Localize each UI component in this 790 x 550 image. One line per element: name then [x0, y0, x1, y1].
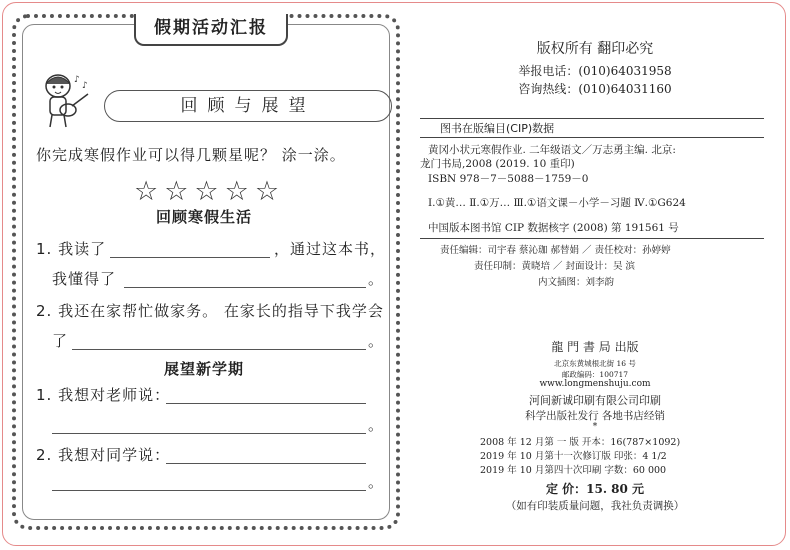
teacher-blank-1[interactable]: [166, 403, 366, 404]
cip-header-rule: [420, 137, 764, 138]
cip-number: 中国版本图书馆 CIP 数据核字 (2008) 第 191561 号: [428, 222, 679, 234]
cip-isbn: ISBN 978－7－5088－1759－0: [428, 173, 589, 185]
review-and-outlook-banner: 回顾与展望: [104, 90, 392, 122]
rating-stars[interactable]: ☆☆☆☆☆: [134, 176, 286, 207]
cip-bottom-rule: [420, 238, 764, 239]
learned-blank[interactable]: [124, 287, 366, 288]
activity-report-page: [12, 14, 400, 530]
item1-middle: ，通过这本书，: [274, 240, 387, 258]
page-title: 假期活动汇报: [134, 14, 288, 46]
outlook-section-heading: 展望新学期: [163, 360, 244, 378]
teacher-prompt: 1. 我想对老师说：: [36, 386, 171, 404]
mascot-with-guitar-icon: [36, 70, 92, 130]
review-section-heading: 回顾寒假生活: [155, 208, 252, 226]
publisher-address: 北京东黄城根北街 16 号: [554, 359, 636, 368]
consult-phone: 咨询热线：(010)64031160: [518, 82, 672, 96]
item2-line1: 2. 我还在家帮忙做家务。 在家长的指导下我学会: [36, 302, 384, 320]
cip-line-1: 黄冈小状元寒假作业. 二年级语文／万志勇主编. 北京:: [428, 144, 676, 156]
classmate-blank-2[interactable]: [52, 490, 366, 491]
price: 定 价：15. 80 元: [545, 482, 645, 496]
copyright-notice: 版权所有 翻印必究: [536, 41, 654, 57]
edition-line-2: 2019 年 10 月第十一次修订版 印张：4 1/2: [480, 451, 667, 462]
cip-top-rule: [420, 118, 764, 119]
teacher-blank-2[interactable]: [52, 433, 366, 434]
period-4: 。: [368, 473, 385, 491]
printer: 河间新诚印刷有限公司印刷: [529, 394, 661, 407]
editors-line-1: 责任编辑：司宇春 蔡沁珈 郝替娟 ／ 责任校对：孙婷婷: [440, 245, 671, 256]
item1-prefix: 1. 我读了: [36, 240, 107, 258]
item1-line2: 我懂得了: [52, 270, 117, 288]
book-title-blank[interactable]: [110, 257, 270, 258]
star-question: 你完成寒假作业可以得几颗星呢？ 涂一涂。: [36, 146, 346, 164]
copyright-page: [410, 10, 780, 540]
report-phone: 举报电话：(010)64031958: [518, 64, 672, 78]
cip-header: 图书在版编目(CIP)数据: [440, 122, 555, 135]
housework-blank[interactable]: [72, 349, 366, 350]
cip-classification: Ⅰ.①黄… Ⅱ.①万… Ⅲ.①语文课－小学－习题 Ⅳ.①G624: [428, 197, 686, 209]
edition-line-1: 2008 年 12 月第 一 版 开本：16(787×1092): [480, 437, 681, 448]
svg-text:♪: ♪: [74, 75, 80, 85]
editors-line-3: 内文插图：刘李韵: [538, 277, 615, 288]
item2-line2: 了: [52, 332, 69, 350]
distribution: 科学出版社发行 各地书店经销: [525, 410, 665, 422]
asterisk: *: [592, 422, 598, 432]
period-2: 。: [368, 332, 385, 350]
cip-line-2: 龙门书局,2008 (2019. 10 重印): [420, 158, 575, 170]
period-1: 。: [368, 270, 385, 288]
svg-text:♪: ♪: [82, 81, 88, 91]
publisher: 龍 門 書 局 出版: [551, 340, 639, 354]
edition-line-3: 2019 年 10 月第四十次印刷 字数：60 000: [480, 465, 667, 476]
publisher-zip: 邮政编码：100717: [561, 370, 629, 379]
classmate-prompt: 2. 我想对同学说：: [36, 446, 171, 464]
editors-line-2: 责任印制：黄晓培 ／ 封面设计：吴 滨: [474, 261, 636, 272]
website: www.longmenshuju.com: [539, 379, 651, 389]
quality-notice: （如有印装质量问题，我社负责调换）: [505, 500, 685, 512]
period-3: 。: [368, 416, 385, 434]
classmate-blank-1[interactable]: [166, 463, 366, 464]
